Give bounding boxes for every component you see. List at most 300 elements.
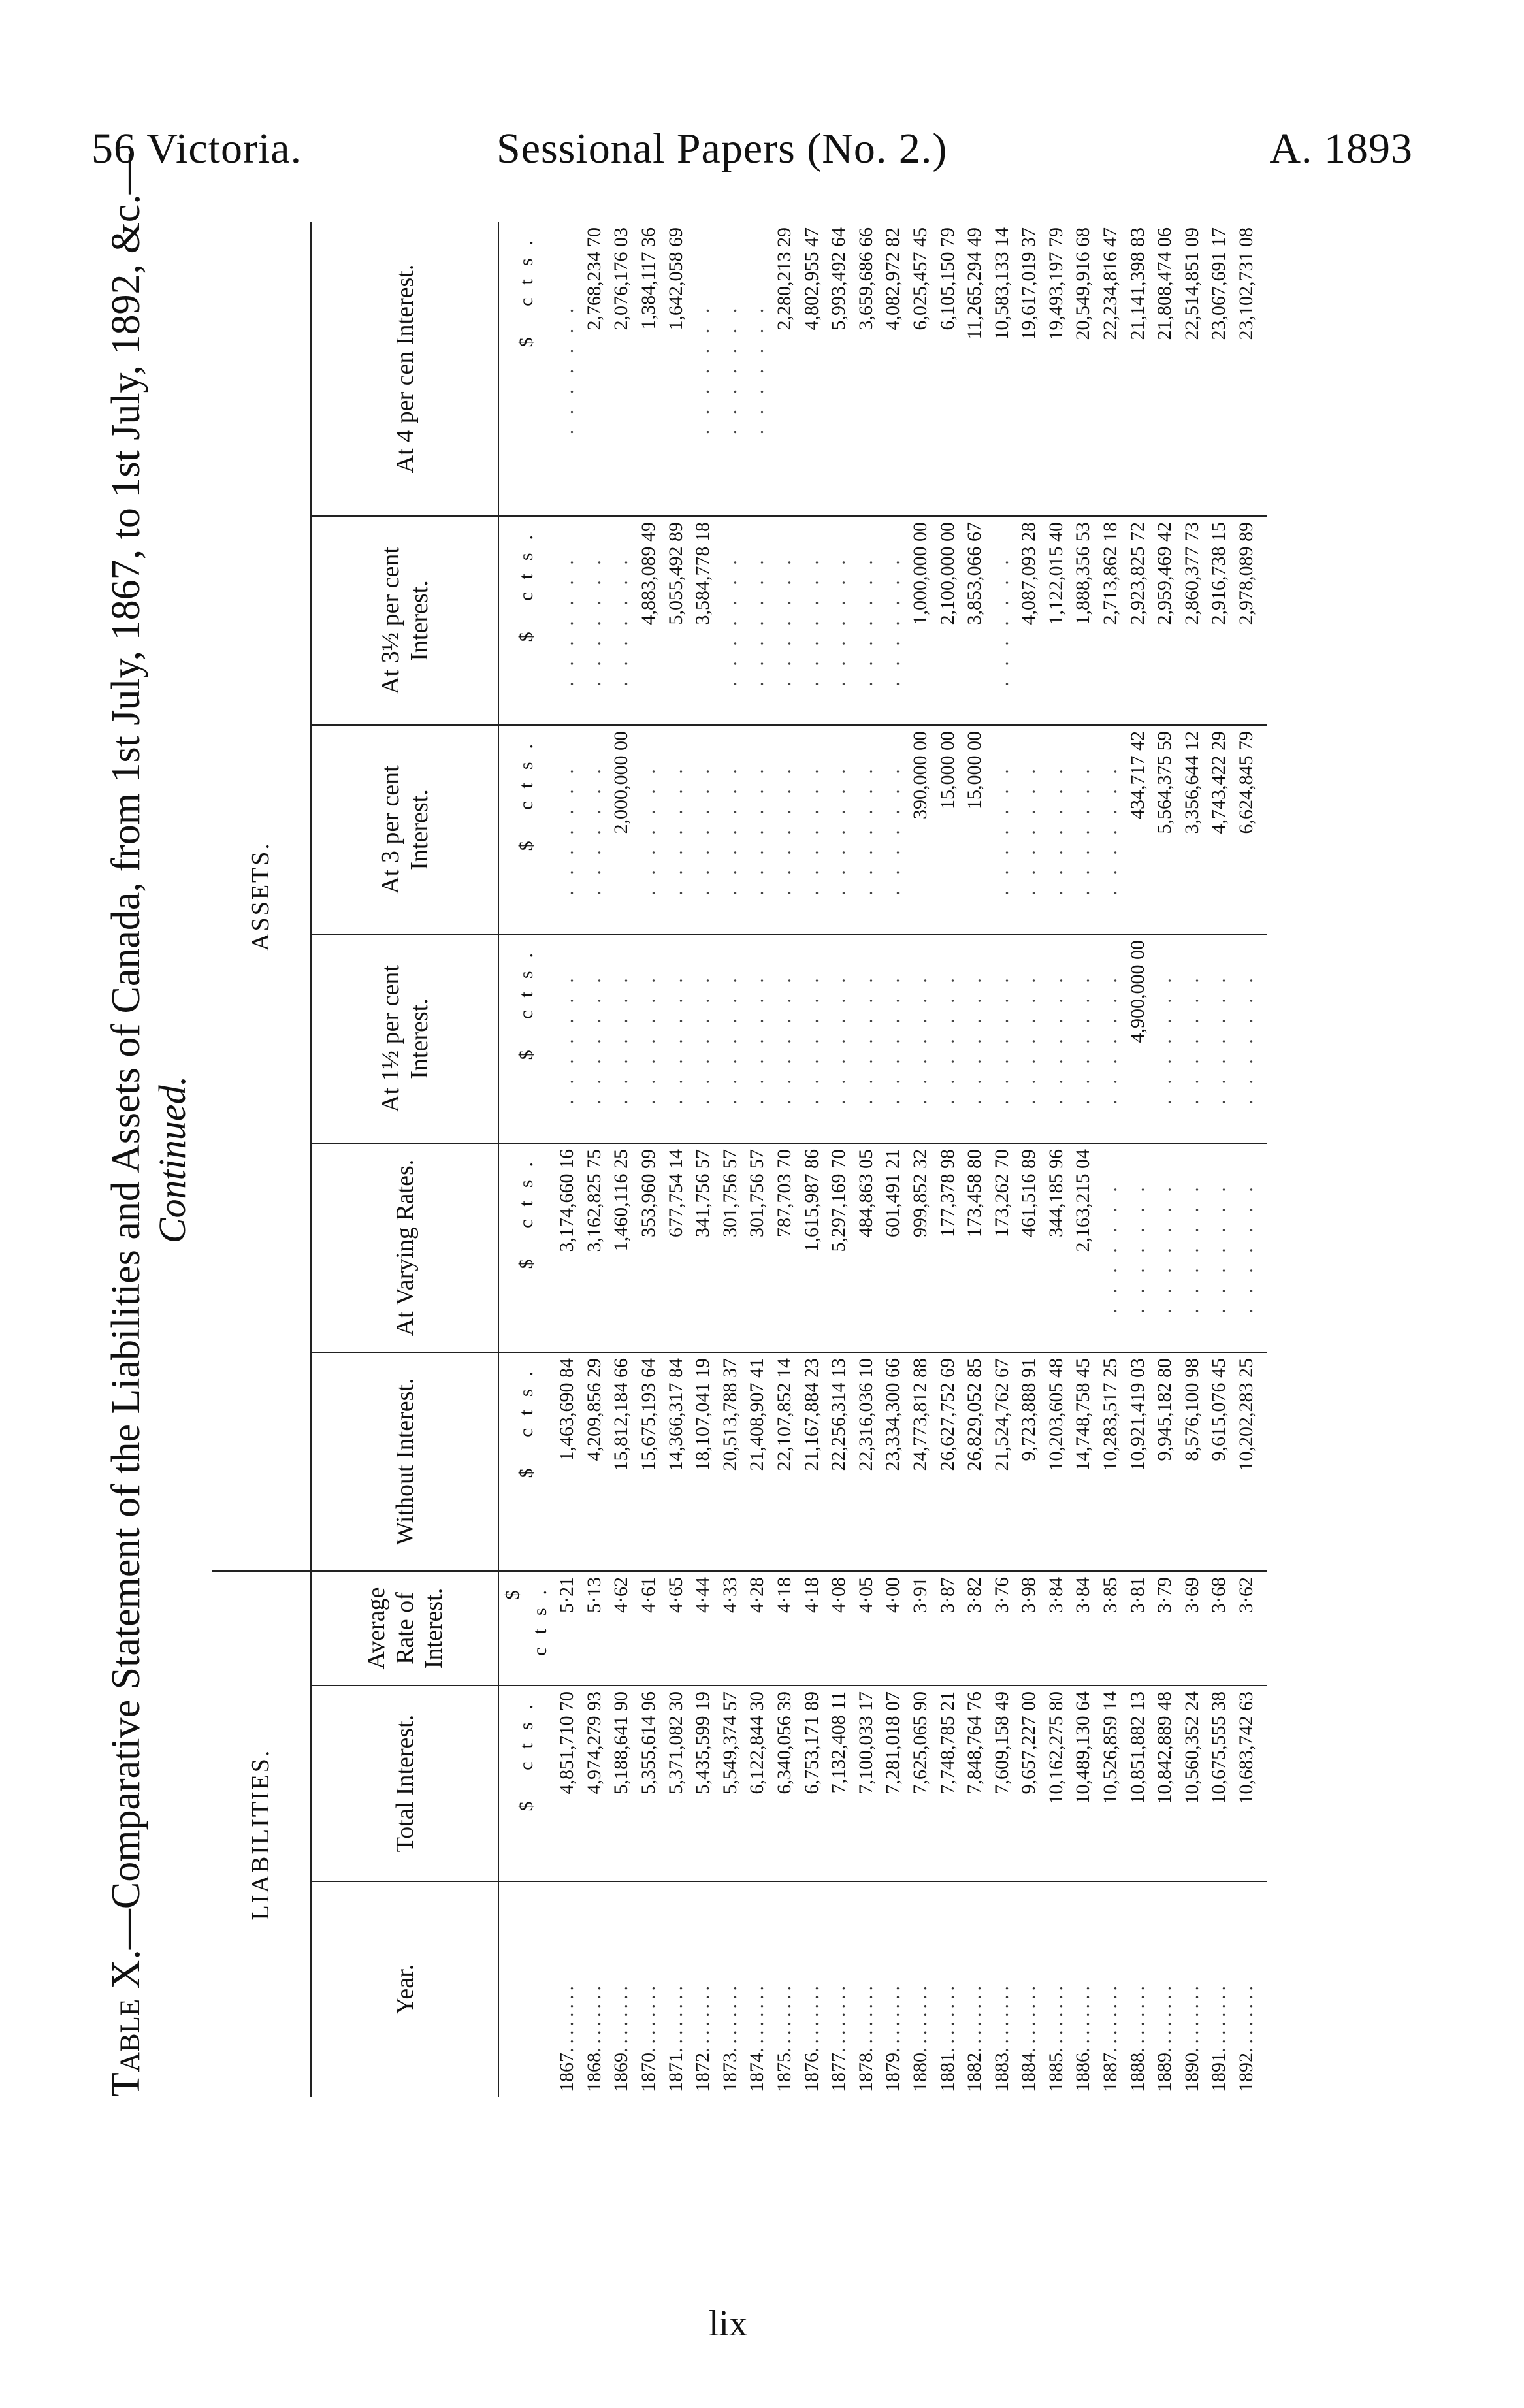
cell-three-half-percent: 3,853,066 67 xyxy=(961,516,988,725)
cell-four-percent: 2,768,234 70 xyxy=(583,227,605,331)
cell-year xyxy=(1205,1881,1233,2097)
unit-cell: $ cts. xyxy=(515,227,537,348)
unit-cell-year xyxy=(498,1881,553,2097)
cell-three-percent: . . . . . . . xyxy=(798,725,826,934)
table-body xyxy=(553,222,1266,2097)
table-row xyxy=(879,222,907,2097)
table-row xyxy=(1233,222,1267,2097)
cell-one-half-percent: . . . . . . . xyxy=(1233,934,1267,1143)
cell-three-half-percent: . . . . . . . xyxy=(852,516,880,725)
table-row xyxy=(1205,222,1233,2097)
year-value: 1889 xyxy=(1154,2053,1176,2092)
cell-three-half-percent: 1,122,015 40 xyxy=(1043,516,1070,725)
cell-three-percent: . . . . . . . xyxy=(717,725,744,934)
year-value: 1875 xyxy=(773,2053,795,2092)
year-value: 1883 xyxy=(990,2053,1013,2092)
cell-total-interest: 4,974,279 93 xyxy=(581,1685,608,1881)
cell-without-interest: 23,334,300 66 xyxy=(879,1352,907,1571)
leader-dots: ........ xyxy=(1235,1982,1257,2053)
year-value: 1884 xyxy=(1018,2053,1040,2092)
cell-one-half-percent: . . . . . . . xyxy=(771,934,798,1143)
cell-one-half-percent: . . . . . . . xyxy=(988,934,1016,1143)
col-average-rate: Average Rate of Interest. xyxy=(311,1571,498,1685)
cell-three-half-percent: 4,087,093 28 xyxy=(1015,516,1043,725)
cell-four-percent: 6,105,150 79 xyxy=(936,227,958,331)
cell-without-interest: 10,283,517 25 xyxy=(1097,1352,1124,1571)
cell-total-interest: 10,683,742 63 xyxy=(1233,1685,1267,1881)
table-title-text: X.—Comparative Statement of the Liabilities and Assets of Canada, from 1st July, 1867, to 1st July, 1892, &c.— xyxy=(104,154,148,1999)
cell-varying-rates: 484,863 05 xyxy=(852,1143,880,1352)
table-row xyxy=(825,222,852,2097)
cell-three-half-percent: . . . . . . . xyxy=(798,516,826,725)
cell-three-percent: . . . . . . . xyxy=(689,725,717,934)
cell-varying-rates: 2,163,215 04 xyxy=(1069,1143,1097,1352)
cell-year xyxy=(934,1881,962,2097)
cell-average-rate: 3·91 xyxy=(907,1571,934,1685)
leader-dots: ........ xyxy=(664,1982,687,2053)
cell-without-interest: 15,812,184 66 xyxy=(608,1352,635,1571)
table-row xyxy=(717,222,744,2097)
document-year: A. 1893 xyxy=(1269,125,1413,172)
cell-without-interest: 14,366,317 84 xyxy=(662,1352,690,1571)
cell-year xyxy=(1124,1881,1152,2097)
cell-year xyxy=(907,1881,934,2097)
leader-dots: ........ xyxy=(1045,1982,1067,2053)
cell-one-half-percent: . . . . . . . xyxy=(852,934,880,1143)
cell-one-half-percent: . . . . . . . xyxy=(1097,934,1124,1143)
unit-cell: $ cts. xyxy=(498,934,553,1143)
cell-total-interest: 6,122,844 30 xyxy=(743,1685,771,1881)
cell-without-interest: 21,408,907 41 xyxy=(743,1352,771,1571)
cell-average-rate: 4·44 xyxy=(689,1571,717,1685)
cell-three-percent: . . . . . . . xyxy=(1069,725,1097,934)
leader-dots: ........ xyxy=(1018,1982,1040,2053)
cell-four-percent: 2,076,176 03 xyxy=(610,227,632,331)
cell-year xyxy=(988,1881,1016,2097)
cell-three-percent: 15,000 00 xyxy=(934,725,962,934)
cell-varying-rates: 173,458 80 xyxy=(961,1143,988,1352)
cell-total-interest: 5,355,614 96 xyxy=(635,1685,662,1881)
cell-year xyxy=(1043,1881,1070,2097)
leader-dots: ........ xyxy=(800,1982,822,2053)
cell-three-half-percent: 2,978,089 89 xyxy=(1233,516,1267,725)
leader-dots: ........ xyxy=(610,1982,632,2053)
year-value: 1892 xyxy=(1235,2053,1257,2092)
cell-average-rate: 3·68 xyxy=(1205,1571,1233,1685)
sessional-papers-label: Sessional Papers (No. 2.) xyxy=(496,125,948,172)
cell-three-half-percent: 5,055,492 89 xyxy=(662,516,690,725)
cell-year xyxy=(553,1881,581,2097)
cell-total-interest: 7,848,764 76 xyxy=(961,1685,988,1881)
leader-dots: ........ xyxy=(1154,1982,1176,2053)
cell-three-percent: . . . . . . . xyxy=(771,725,798,934)
table-row xyxy=(1015,222,1043,2097)
cell-varying-rates: 353,960 99 xyxy=(635,1143,662,1352)
table-row xyxy=(934,222,962,2097)
year-value: 1882 xyxy=(964,2053,986,2092)
cell-varying-rates: . . . . . . . xyxy=(1151,1143,1178,1352)
cell-one-half-percent: . . . . . . . xyxy=(961,934,988,1143)
cell-total-interest: 7,748,785 21 xyxy=(934,1685,962,1881)
cell-one-half-percent: . . . . . . . xyxy=(1178,934,1206,1143)
cell-year xyxy=(1015,1881,1043,2097)
cell-without-interest: 10,203,605 48 xyxy=(1043,1352,1070,1571)
cell-average-rate: 3·62 xyxy=(1233,1571,1267,1685)
page-folio: lix xyxy=(709,2303,748,2344)
col-total-interest: Total Interest. xyxy=(311,1685,498,1881)
cell-total-interest: 10,675,555 38 xyxy=(1205,1685,1233,1881)
unit-cell: $ cts. xyxy=(498,1143,553,1352)
cell-three-percent: . . . . . . . xyxy=(1015,725,1043,934)
cell-three-half-percent: 3,584,778 18 xyxy=(689,516,717,725)
cell-year xyxy=(581,1881,608,2097)
cell-one-half-percent: . . . . . . . xyxy=(934,934,962,1143)
cell-average-rate: 3·81 xyxy=(1124,1571,1152,1685)
leader-dots: ........ xyxy=(882,1982,904,2053)
cell-varying-rates: 601,491 21 xyxy=(879,1143,907,1352)
year-value: 1878 xyxy=(854,2053,877,2092)
cell-four-percent: 2,280,213 29 xyxy=(773,227,795,331)
unit-cell: $ cts. xyxy=(498,725,553,934)
cell-three-half-percent: 2,916,738 15 xyxy=(1205,516,1233,725)
cell-average-rate: 4·65 xyxy=(662,1571,690,1685)
cell-one-half-percent: . . . . . . . xyxy=(1151,934,1178,1143)
cell-without-interest: 8,576,100 98 xyxy=(1178,1352,1206,1571)
cell-average-rate: 3·76 xyxy=(988,1571,1016,1685)
col-varying-rates: At Varying Rates. xyxy=(311,1143,498,1352)
cell-average-rate: 4·00 xyxy=(879,1571,907,1685)
cell-one-half-percent: 4,900,000 00 xyxy=(1124,934,1152,1143)
leader-dots: ........ xyxy=(990,1982,1013,2053)
cell-three-half-percent: . . . . . . . xyxy=(553,516,581,725)
cell-four-percent: 21,141,398 83 xyxy=(1126,227,1148,340)
year-value: 1867 xyxy=(556,2053,578,2092)
cell-varying-rates: 787,703 70 xyxy=(771,1143,798,1352)
leader-dots: ........ xyxy=(692,1982,714,2053)
year-value: 1887 xyxy=(1099,2053,1122,2092)
cell-average-rate: 4·18 xyxy=(798,1571,826,1685)
table-title xyxy=(98,154,149,2097)
table-row xyxy=(553,222,581,2097)
leader-dots: ........ xyxy=(936,1982,958,2053)
year-value: 1870 xyxy=(637,2053,659,2092)
cell-average-rate: 3·69 xyxy=(1178,1571,1206,1685)
cell-total-interest: 10,162,275 80 xyxy=(1043,1685,1070,1881)
cell-average-rate: 4·62 xyxy=(608,1571,635,1685)
cell-three-half-percent: . . . . . . . xyxy=(988,516,1016,725)
cell-varying-rates: . . . . . . . xyxy=(1233,1143,1267,1352)
liabilities-assets-table xyxy=(212,222,1267,2097)
cell-year xyxy=(1097,1881,1124,2097)
cell-one-half-percent: . . . . . . . xyxy=(879,934,907,1143)
cell-three-half-percent: 2,713,862 18 xyxy=(1097,516,1124,725)
col-four-percent: At 4 per cen Interest. xyxy=(311,222,498,516)
cell-one-half-percent: . . . . . . . xyxy=(743,934,771,1143)
cell-three-half-percent: 1,000,000 00 xyxy=(907,516,934,725)
cell-three-half-percent: . . . . . . . xyxy=(825,516,852,725)
leader-dots: ........ xyxy=(583,1982,605,2053)
cell-varying-rates: 173,262 70 xyxy=(988,1143,1016,1352)
unit-cell: $ cts. xyxy=(498,1685,553,1881)
liabilities-group-header: LIABILITIES. xyxy=(212,1571,311,2097)
cell-varying-rates: 461,516 89 xyxy=(1015,1143,1043,1352)
cell-four-percent: 19,493,197 79 xyxy=(1045,227,1067,340)
cell-average-rate: 3·84 xyxy=(1069,1571,1097,1685)
year-value: 1877 xyxy=(828,2053,850,2092)
cell-year xyxy=(689,1881,717,2097)
cell-varying-rates: 301,756 57 xyxy=(743,1143,771,1352)
cell-without-interest: 24,773,812 88 xyxy=(907,1352,934,1571)
cell-four-percent: 6,025,457 45 xyxy=(909,227,931,331)
table-row xyxy=(798,222,826,2097)
cell-varying-rates: 5,297,169 70 xyxy=(825,1143,852,1352)
table-row xyxy=(1178,222,1206,2097)
table-row xyxy=(689,222,717,2097)
cell-four-percent: 22,514,851 09 xyxy=(1180,227,1203,340)
cell-varying-rates: . . . . . . . xyxy=(1124,1143,1152,1352)
cell-year xyxy=(1178,1881,1206,2097)
cell-without-interest: 15,675,193 64 xyxy=(635,1352,662,1571)
cell-year xyxy=(798,1881,826,2097)
col-year: Year. xyxy=(311,1881,498,2097)
cell-total-interest: 7,609,158 49 xyxy=(988,1685,1016,1881)
cell-average-rate: 3·79 xyxy=(1151,1571,1178,1685)
cell-three-percent: . . . . . . . xyxy=(879,725,907,934)
cell-three-half-percent: 2,923,825 72 xyxy=(1124,516,1152,725)
cell-without-interest: 9,945,182 80 xyxy=(1151,1352,1178,1571)
leader-dots: ........ xyxy=(964,1982,986,2053)
year-value: 1879 xyxy=(882,2053,904,2092)
cell-total-interest: 5,549,374 57 xyxy=(717,1685,744,1881)
cell-four-percent: 4,802,955 47 xyxy=(800,227,822,331)
cell-one-half-percent: . . . . . . . xyxy=(553,934,581,1143)
table-row xyxy=(608,222,635,2097)
cell-one-half-percent: . . . . . . . xyxy=(689,934,717,1143)
cell-three-percent: 4,743,422 29 xyxy=(1205,725,1233,934)
cell-total-interest: 10,560,352 24 xyxy=(1178,1685,1206,1881)
cell-three-percent: 2,000,000 00 xyxy=(608,725,635,934)
cell-three-half-percent: 2,860,377 73 xyxy=(1178,516,1206,725)
leader-dots: ........ xyxy=(909,1982,931,2053)
leader-dots: ........ xyxy=(746,1982,768,2053)
cell-one-half-percent: . . . . . . . xyxy=(581,934,608,1143)
cell-four-percent: . . . . . . . xyxy=(746,302,768,435)
cell-year xyxy=(825,1881,852,2097)
cell-one-half-percent: . . . . . . . xyxy=(717,934,744,1143)
year-value: 1871 xyxy=(664,2053,687,2092)
cell-three-percent: 6,624,845 79 xyxy=(1233,725,1267,934)
cell-three-half-percent: . . . . . . . xyxy=(771,516,798,725)
leader-dots: ........ xyxy=(637,1982,659,2053)
cell-year xyxy=(879,1881,907,2097)
cell-three-percent: 434,717 42 xyxy=(1124,725,1152,934)
cell-without-interest: 9,615,076 45 xyxy=(1205,1352,1233,1571)
cell-varying-rates: 301,756 57 xyxy=(717,1143,744,1352)
cell-total-interest: 7,281,018 07 xyxy=(879,1685,907,1881)
cell-without-interest: 9,723,888 91 xyxy=(1015,1352,1043,1571)
cell-total-interest: 10,842,889 48 xyxy=(1151,1685,1178,1881)
cell-total-interest: 6,340,056 39 xyxy=(771,1685,798,1881)
cell-four-percent: 23,102,731 08 xyxy=(1235,227,1257,340)
table-row xyxy=(635,222,662,2097)
year-value: 1874 xyxy=(746,2053,768,2092)
cell-three-half-percent: . . . . . . . xyxy=(743,516,771,725)
leader-dots: ........ xyxy=(1208,1982,1230,2053)
cell-three-percent: . . . . . . . xyxy=(1043,725,1070,934)
cell-varying-rates: 3,162,825 75 xyxy=(581,1143,608,1352)
year-value: 1868 xyxy=(583,2053,605,2092)
table-row xyxy=(662,222,690,2097)
cell-total-interest: 5,435,599 19 xyxy=(689,1685,717,1881)
cell-year xyxy=(743,1881,771,2097)
cell-without-interest: 26,829,052 85 xyxy=(961,1352,988,1571)
table-subtitle: Continued. xyxy=(151,1075,193,1244)
cell-varying-rates: 341,756 57 xyxy=(689,1143,717,1352)
unit-cell: $ cts. xyxy=(498,1571,553,1685)
year-value: 1876 xyxy=(800,2053,822,2092)
unit-cell: $ cts. xyxy=(498,516,553,725)
cell-three-half-percent: . . . . . . . xyxy=(717,516,744,725)
year-value: 1891 xyxy=(1208,2053,1230,2092)
cell-without-interest: 21,167,884 23 xyxy=(798,1352,826,1571)
cell-one-half-percent: . . . . . . . xyxy=(635,934,662,1143)
cell-four-percent: 5,993,492 64 xyxy=(828,227,850,331)
leader-dots: ........ xyxy=(1072,1982,1094,2053)
cell-one-half-percent: . . . . . . . xyxy=(1205,934,1233,1143)
year-value: 1880 xyxy=(909,2053,931,2092)
cell-three-percent: . . . . . . . xyxy=(743,725,771,934)
cell-three-percent: . . . . . . . xyxy=(662,725,690,934)
cell-one-half-percent: . . . . . . . xyxy=(825,934,852,1143)
cell-four-percent: . . . . . . . xyxy=(692,302,714,435)
cell-average-rate: 4·33 xyxy=(717,1571,744,1685)
cell-four-percent: 19,617,019 37 xyxy=(1018,227,1040,340)
table-label: Table xyxy=(104,1998,148,2097)
table-row xyxy=(581,222,608,2097)
cell-without-interest: 20,513,788 37 xyxy=(717,1352,744,1571)
col-one-half-percent: At 1½ per cent Interest. xyxy=(311,934,498,1143)
cell-year xyxy=(717,1881,744,2097)
assets-group-header: ASSETS. xyxy=(212,222,311,1571)
cell-three-percent: . . . . . . . xyxy=(825,725,852,934)
cell-total-interest: 9,657,227 00 xyxy=(1015,1685,1043,1881)
year-value: 1881 xyxy=(936,2053,958,2092)
cell-average-rate: 4·28 xyxy=(743,1571,771,1685)
cell-three-percent: . . . . . . . xyxy=(553,725,581,934)
cell-varying-rates: 3,174,660 16 xyxy=(553,1143,581,1352)
cell-varying-rates: . . . . . . . xyxy=(1205,1143,1233,1352)
leader-dots: ........ xyxy=(719,1982,741,2053)
cell-varying-rates: 344,185 96 xyxy=(1043,1143,1070,1352)
cell-average-rate: 3·98 xyxy=(1015,1571,1043,1685)
cell-average-rate: 3·84 xyxy=(1043,1571,1070,1685)
table-row xyxy=(1151,222,1178,2097)
cell-three-half-percent: 1,888,356 53 xyxy=(1069,516,1097,725)
cell-one-half-percent: . . . . . . . xyxy=(907,934,934,1143)
cell-three-percent: 5,564,375 59 xyxy=(1151,725,1178,934)
cell-without-interest: 22,256,314 13 xyxy=(825,1352,852,1571)
cell-year xyxy=(1151,1881,1178,2097)
cell-three-percent: . . . . . . . xyxy=(1097,725,1124,934)
table-row xyxy=(1069,222,1097,2097)
cell-four-percent: . . . . . . . xyxy=(719,302,741,435)
cell-varying-rates: 999,852 32 xyxy=(907,1143,934,1352)
cell-total-interest: 4,851,710 70 xyxy=(553,1685,581,1881)
cell-year xyxy=(608,1881,635,2097)
cell-year xyxy=(1233,1881,1267,2097)
leader-dots: ........ xyxy=(556,1982,578,2053)
cell-three-percent: . . . . . . . xyxy=(581,725,608,934)
cell-without-interest: 4,209,856 29 xyxy=(581,1352,608,1571)
table-row xyxy=(852,222,880,2097)
cell-one-half-percent: . . . . . . . xyxy=(662,934,690,1143)
year-value: 1872 xyxy=(692,2053,714,2092)
table-row xyxy=(743,222,771,2097)
cell-varying-rates: 1,615,987 86 xyxy=(798,1143,826,1352)
cell-four-percent: 1,384,117 36 xyxy=(637,227,659,330)
cell-total-interest: 10,489,130 64 xyxy=(1069,1685,1097,1881)
cell-three-half-percent: 2,100,000 00 xyxy=(934,516,962,725)
year-value: 1869 xyxy=(610,2053,632,2092)
cell-year xyxy=(771,1881,798,2097)
cell-total-interest: 7,100,033 17 xyxy=(852,1685,880,1881)
cell-one-half-percent: . . . . . . . xyxy=(1069,934,1097,1143)
cell-average-rate: 3·85 xyxy=(1097,1571,1124,1685)
cell-three-percent: . . . . . . . xyxy=(988,725,1016,934)
cell-total-interest: 10,851,882 13 xyxy=(1124,1685,1152,1881)
cell-three-half-percent: 2,959,469 42 xyxy=(1151,516,1178,725)
col-without-interest: Without Interest. xyxy=(311,1352,498,1571)
leader-dots: ........ xyxy=(854,1982,877,2053)
table-row xyxy=(1124,222,1152,2097)
cell-four-percent: 1,642,058 69 xyxy=(664,227,687,331)
cell-four-percent: 21,808,474 06 xyxy=(1154,227,1176,340)
cell-year xyxy=(1069,1881,1097,2097)
leader-dots: ........ xyxy=(1099,1982,1122,2053)
cell-average-rate: 3·87 xyxy=(934,1571,962,1685)
year-value: 1885 xyxy=(1045,2053,1067,2092)
cell-year xyxy=(635,1881,662,2097)
cell-average-rate: 5·13 xyxy=(581,1571,608,1685)
cell-total-interest: 5,371,082 30 xyxy=(662,1685,690,1881)
cell-total-interest: 7,132,408 11 xyxy=(825,1685,852,1881)
cell-three-half-percent: . . . . . . . xyxy=(608,516,635,725)
table-row xyxy=(961,222,988,2097)
session-label: 56 Victoria. xyxy=(91,125,302,172)
cell-total-interest: 10,526,859 14 xyxy=(1097,1685,1124,1881)
cell-without-interest: 18,107,041 19 xyxy=(689,1352,717,1571)
cell-four-percent: 23,067,691 17 xyxy=(1208,227,1230,340)
cell-average-rate: 3·82 xyxy=(961,1571,988,1685)
cell-varying-rates: . . . . . . . xyxy=(1178,1143,1206,1352)
year-value: 1890 xyxy=(1180,2053,1203,2092)
cell-four-percent: 20,549,916 68 xyxy=(1072,227,1094,340)
cell-year xyxy=(852,1881,880,2097)
cell-without-interest: 10,921,419 03 xyxy=(1124,1352,1152,1571)
col-three-percent: At 3 per cent Interest. xyxy=(311,725,498,934)
cell-total-interest: 7,625,065 90 xyxy=(907,1685,934,1881)
leader-dots: ........ xyxy=(1126,1982,1148,2053)
cell-three-percent: . . . . . . . xyxy=(635,725,662,934)
cell-total-interest: 6,753,171 89 xyxy=(798,1685,826,1881)
cell-three-half-percent: 4,883,089 49 xyxy=(635,516,662,725)
cell-one-half-percent: . . . . . . . xyxy=(1043,934,1070,1143)
table-row xyxy=(1097,222,1124,2097)
cell-varying-rates: 177,378 98 xyxy=(934,1143,962,1352)
cell-four-percent: 10,583,133 14 xyxy=(990,227,1013,340)
cell-one-half-percent: . . . . . . . xyxy=(608,934,635,1143)
cell-without-interest: 10,202,283 25 xyxy=(1233,1352,1267,1571)
